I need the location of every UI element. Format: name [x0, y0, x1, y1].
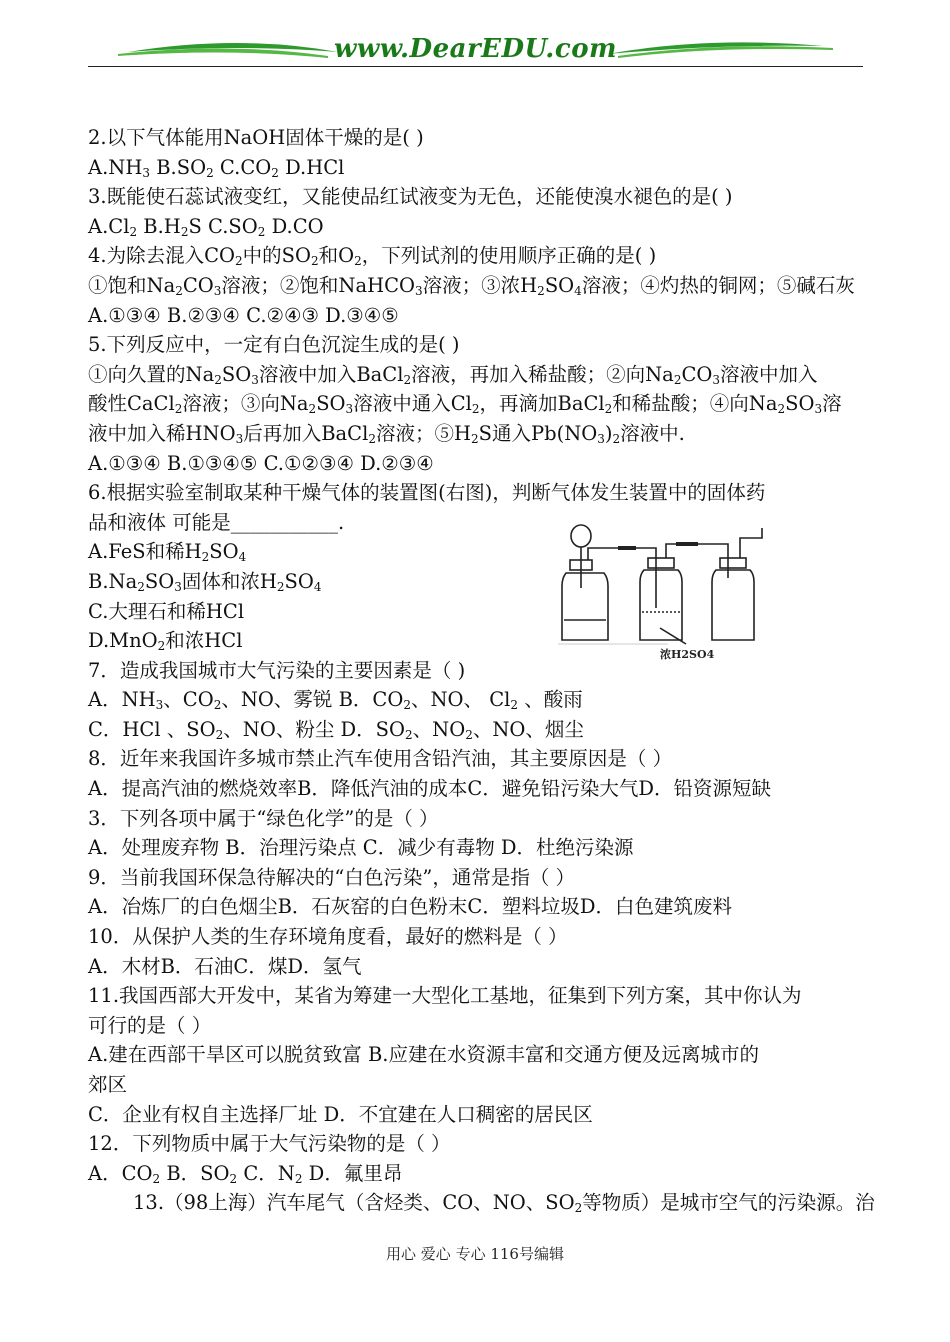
line-q12-opts: A．$CO_2$ B．$SO_2$ C．$N_2$ D．氟里昂 [88, 1161, 403, 1186]
line-q7-ab: A．$NH_3$、$CO_2$、NO、雾锐 B．$CO_2$、NO、 $Cl_2$ 、酸雨 [88, 688, 583, 713]
line-q8-opts: A．提高汽油的燃烧效率B．降低汽油的成本C．避免铅污染大气D．铅资源短缺 [88, 777, 771, 801]
line-q6-b: $B.Na_2SO_3$固体和浓$H_2SO_4$ [88, 569, 322, 594]
line-q5-l1: ①向久置的$Na_2SO_3$溶液中加入BaCl$_2$溶液，再加入稀盐酸；②向$Na_2CO_3$溶液中加入 [88, 362, 818, 387]
line-q11-cd: C．企业有权自主选择厂址 D．不宜建在人口稠密的居民区 [88, 1102, 593, 1126]
line-q11-ab: A.建在西部干旱区可以脱贫致富 B.应建在水资源丰富和交通方便及远离城市的 [88, 1043, 760, 1067]
line-q4-reagents: ①饱和$Na_2CO_3$溶液；②饱和NaHCO$_3$溶液；③浓$H_2SO_4$溶液；④灼热的铜网；⑤碱石灰 [88, 273, 855, 298]
header-rule [88, 66, 863, 67]
line-q5: 5.下列反应中，一定有白色沉淀生成的是( ) [88, 333, 460, 357]
apparatus-figure [548, 518, 788, 668]
line-q5-l3: 液中加入稀$HNO_3$后再加入BaCl$_2$溶液；$⑤H_2S$通入$Pb(NO_3)_2$溶液中. [88, 421, 685, 446]
line-q5-opts: A.①③④ B.①③④⑤ C.①②③④ D.②③④ [88, 451, 434, 475]
line-q4: 4.为除去混入$CO_2$中的$SO_2$和$O_2$，下列试剂的使用顺序正确的是( ) [88, 244, 657, 269]
line-q3: 3.既能使石蕊试液变红，又能使品红试液变为无色，还能使溴水褪色的是( ) [88, 185, 733, 209]
page-footer: 用心 爱心 专心 116号编辑 [386, 1245, 564, 1263]
line-q6-a: A.FeS和稀$H_2SO_4$ [88, 540, 247, 565]
line-q8: 8．近年来我国许多城市禁止汽车使用含铅汽油，其主要原因是（ ） [88, 747, 673, 771]
site-header [88, 28, 863, 70]
document-body [88, 123, 875, 1218]
line-q4-opts: A.①③④ B.②③④ C.②④③ D.③④⑤ [88, 303, 399, 327]
line-q7-cd: C．HCl 、$SO_2$、NO、粉尘 D．$SO_2$、$NO_2$、NO、烟尘 [88, 717, 584, 742]
line-q13: 13.（98上海）汽车尾气（含烃类、CO、NO、$SO_2$等物质）是城市空气的污染源。治 [133, 1191, 875, 1216]
line-q9-opts: A．冶炼厂的白色烟尘B．石灰窑的白色粉末C．塑料垃圾D．白色建筑废料 [88, 895, 732, 919]
figure-label: 浓H2SO4 [660, 648, 715, 661]
site-logo-text: www.DearEDU.com [333, 34, 618, 64]
line-q6-l2: 品和液体 可能是___________. [88, 510, 345, 534]
line-q7: 7．造成我国城市大气污染的主要因素是（ ) [88, 658, 466, 682]
line-q2-opts: $A.NH_3$ $B.SO_2$ $C.CO_2$ D.HCl [88, 155, 345, 180]
line-q6-d: D.MnO$_2$和浓HCl [88, 629, 243, 654]
line-q10: 10．从保护人类的生存环境角度看，最好的燃料是（ ） [88, 925, 568, 949]
line-q11-ab2: 郊区 [88, 1073, 128, 1096]
line-q9: 9．当前我国环保急待解决的“白色污染”，通常是指（ ） [88, 865, 576, 889]
line-q3-opts: $A.Cl_2$ $B.H_2S$ $C.SO_2$ D.CO [88, 214, 324, 239]
line-q11: 11.我国西部大开发中，某省为筹建一大型化工基地，征集到下列方案，其中你认为 [88, 984, 802, 1008]
line-q12: 12．下列物质中属于大气污染物的是（ ） [88, 1132, 451, 1156]
line-q3b: 3．下列各项中属于“绿色化学”的是（ ） [88, 806, 439, 830]
line-q2: 2.以下气体能用NaOH固体干燥的是( ) [88, 126, 424, 149]
line-q3b-opts: A．处理废弃物 B．治理污染点 C．减少有毒物 D．杜绝污染源 [88, 836, 634, 860]
line-q5-l2: 酸性CaCl$_2$溶液；③向$Na_2SO_3$溶液中通入$Cl_2$，再滴加BaCl$_2$和稀盐酸；④向$Na_2SO_3$溶 [88, 392, 842, 417]
line-q6: 6.根据实验室制取某种干燥气体的装置图(右图)，判断气体发生装置中的固体药 [88, 481, 766, 505]
line-q11-l2: 可行的是（ ） [88, 1013, 212, 1037]
line-q10-opts: A．木材B．石油C．煤D．氢气 [88, 954, 362, 978]
line-q6-c: C.大理石和稀HCl [88, 599, 245, 623]
